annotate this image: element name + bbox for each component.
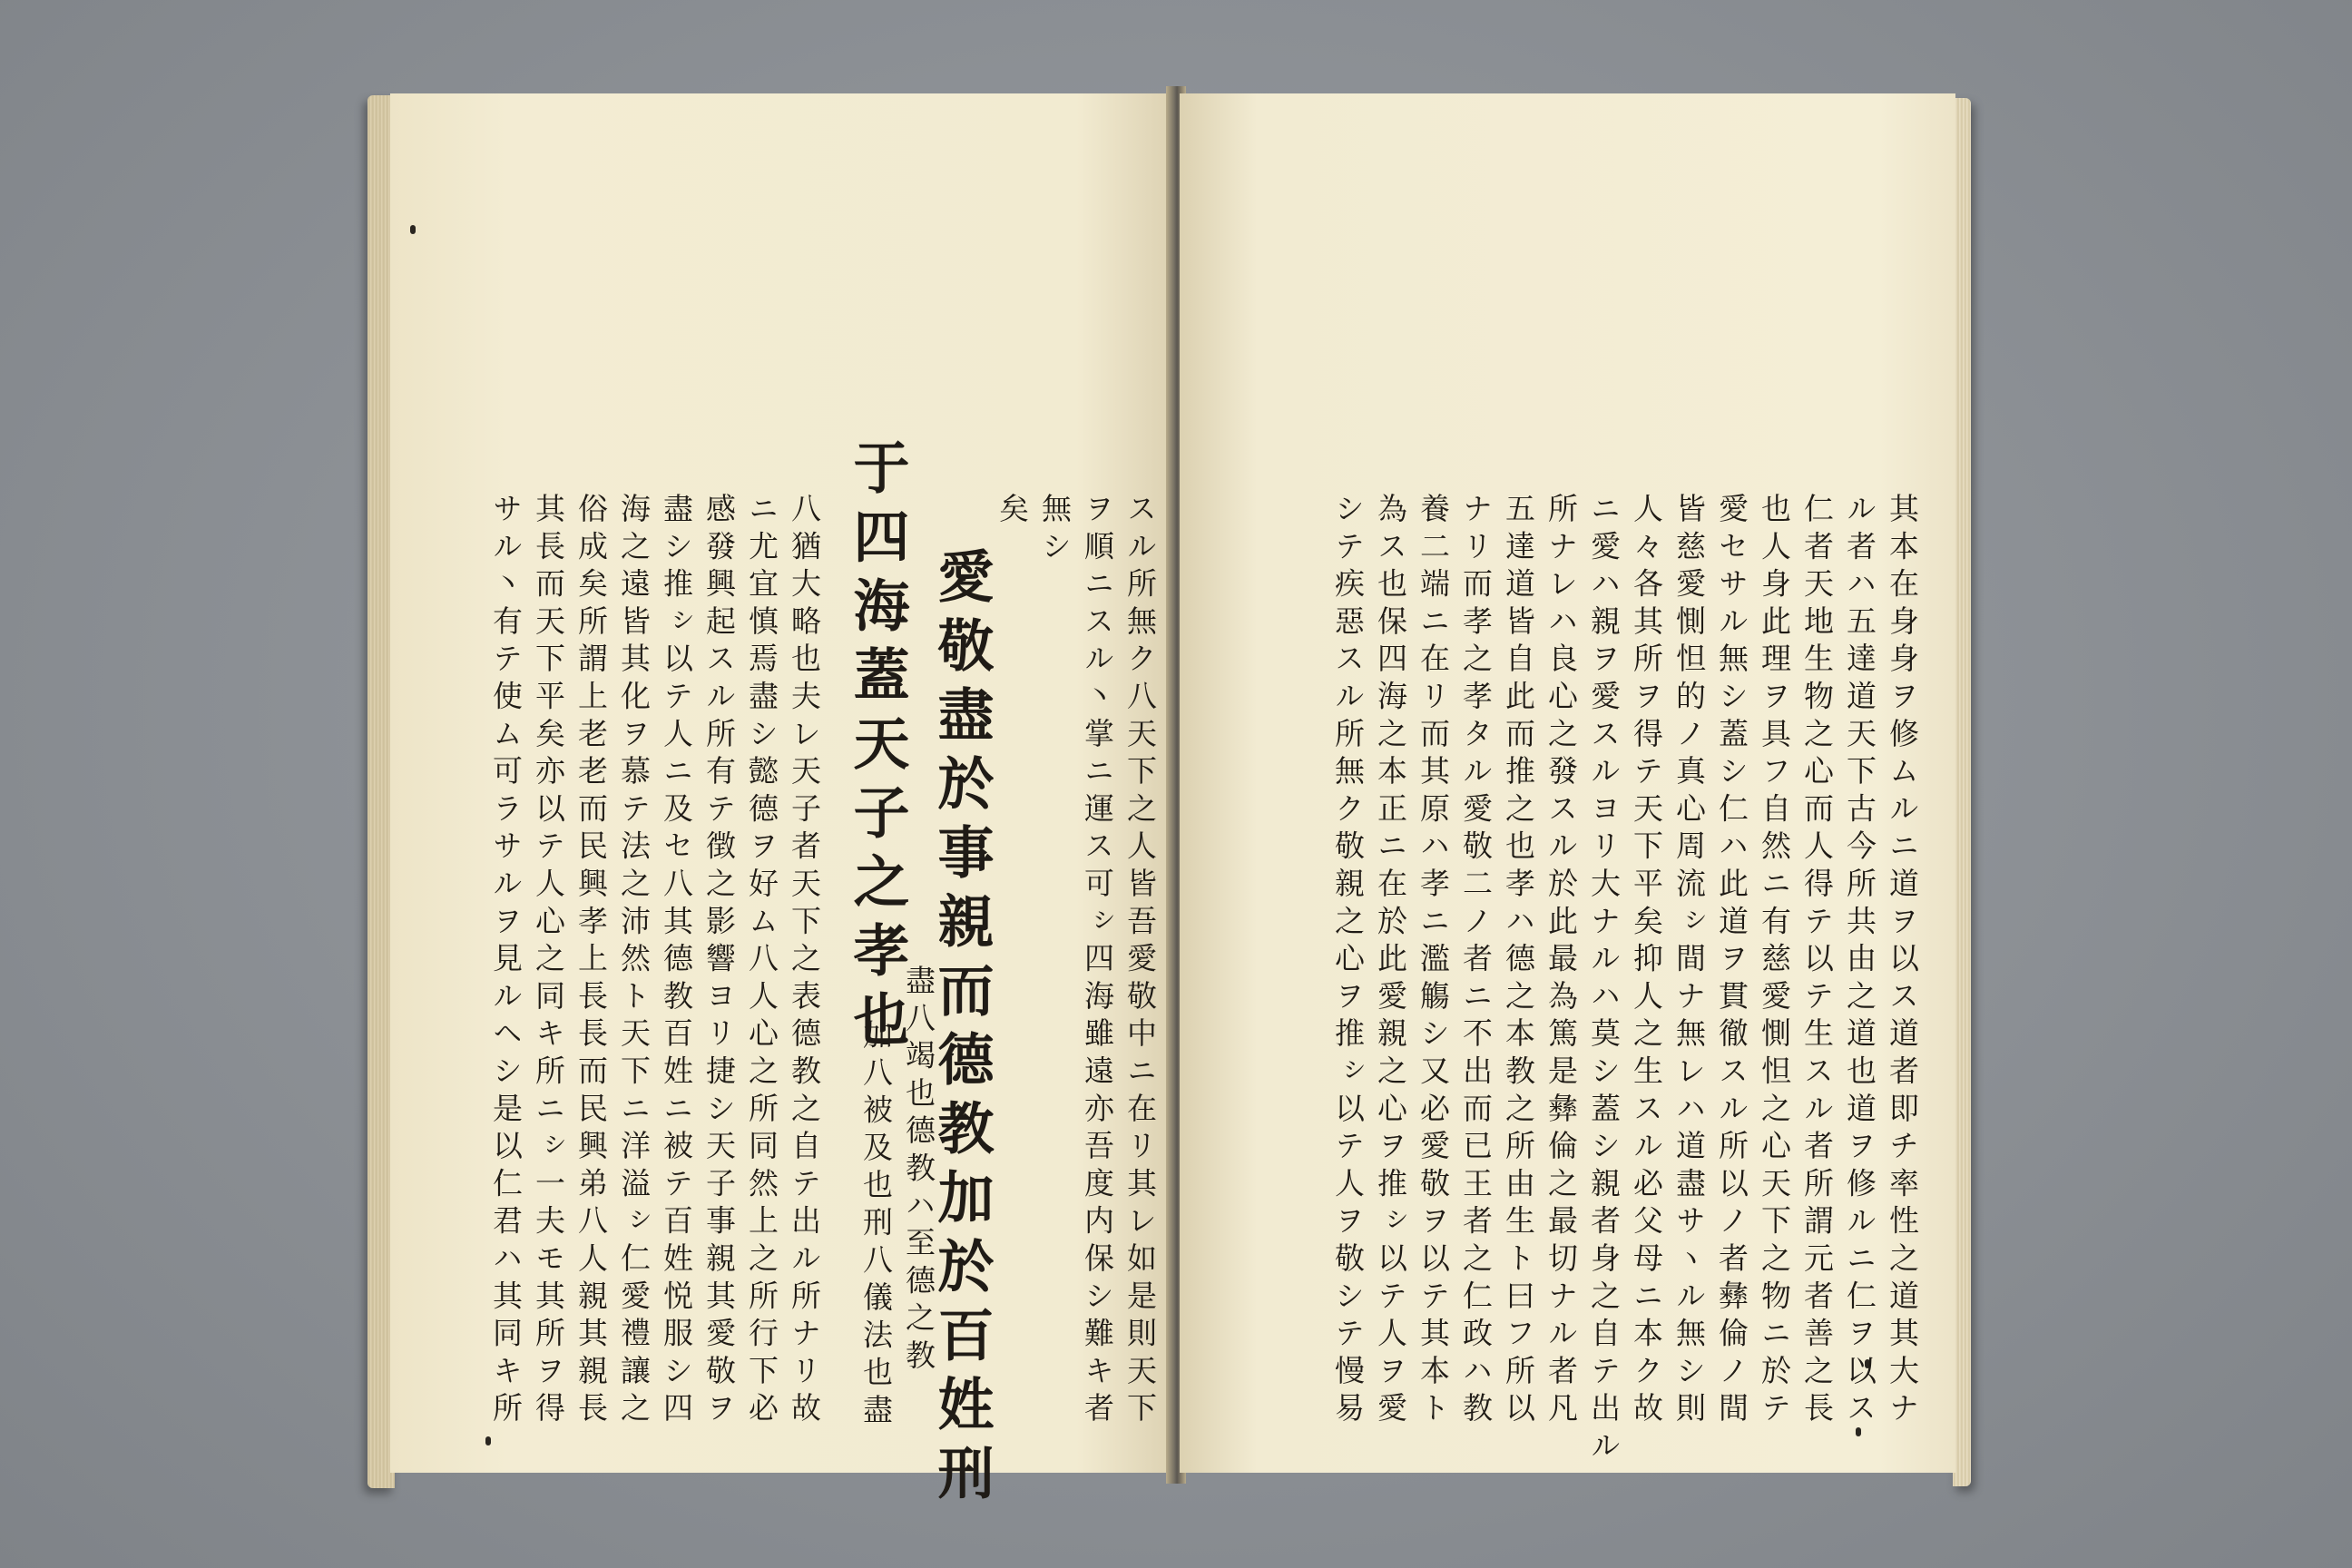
left-text-column-3: 無シ — [1037, 493, 1073, 568]
left-text-column-9: 海之遠皆其化ヲ慕テ法之沛然ト天下ニ洋溢ㇱ仁愛禮讓之 — [616, 493, 652, 1430]
margin-mark — [410, 225, 416, 234]
left-text-column-5: 八猶大略也夫レ天子者天下之表德教之自テ出ル所ナリ故 — [787, 493, 822, 1430]
left-page — [390, 93, 1171, 1513]
right-text-column-2: ル者ハ五達道天下古今所共由之道也道ヲ修ルニ仁ヲ以ス — [1842, 493, 1877, 1430]
right-text-column-11: ナリ而孝之孝タル愛敬二ノ者ニ不出而已王者之仁政ハ教 — [1458, 493, 1494, 1430]
left-text-column-4: 矣 — [995, 493, 1030, 531]
left-text-column-11: 其長而天下平矣亦以テ人心之同キ所ニㇱ一夫モ其所ヲ得 — [531, 493, 566, 1430]
right-text-column-7: 人々各其所ヲ得テ天下平矣抑人之生スル必父母ニ本ク故 — [1629, 493, 1664, 1430]
left-text-column-1: スル所無ク八天下之人皆吾愛敬中ニ在リ其レ如是則天下 — [1122, 493, 1158, 1430]
left-text-column-8: 盡シ推ㇱ以テ人ニ及セ八其德教百姓ニ被テ百姓悦服シ四 — [659, 493, 694, 1430]
right-text-column-3: 仁者天地生物之心而人得テ以テ生スル者所謂元者善之長 — [1799, 493, 1835, 1430]
left-text-column-6: ニ尤宜慎焉盡シ懿德ヲ好ム八人心之所同然上之所行下必 — [744, 493, 779, 1430]
left-annotation-column-2: 加八被及也刑八儀法也盡 — [858, 1019, 894, 1432]
left-annotation-column-1: 盡八竭也德教ハ至德之教 — [901, 965, 936, 1377]
right-text-column-5: 愛セサル無シ蓋シ仁ハ此道ヲ貫徹スル所以ノ者彝倫ノ間 — [1714, 493, 1749, 1430]
right-text-column-12: 養二端ニ在リ而其原ハ孝ニ濫觴シ又必愛敬ヲ以テ其本ト — [1416, 493, 1451, 1430]
left-heading-column-1: 愛敬盡於事親而德教加於百姓刑 — [928, 547, 995, 1513]
right-text-column-4: 也人身此理ヲ具フ自然ニ有慈愛惻怛之心天下之物ニ於テ — [1757, 493, 1792, 1430]
left-text-column-12: サル丶有テ使ム可ラサルヲ見ルヘシ是以仁君ハ其同キ所 — [488, 493, 524, 1430]
right-text-column-1: 其本在身身ヲ修ムルニ道ヲ以ス道者即チ率性之道其大ナ — [1885, 493, 1920, 1430]
left-text-column-7: 感發興起スル所有テ徴之影響ヨリ捷シ天子事親其愛敬ヲ — [701, 493, 737, 1430]
right-text-column-13: 為ス也保四海之本正ニ在於此愛親之心ヲ推ㇱ以テ人ヲ愛 — [1373, 493, 1408, 1430]
right-page — [1180, 93, 1955, 1473]
right-text-column-8: ニ愛ハ親ヲ愛スルヨリ大ナルハ莫シ蓋シ親者身之自テ出ル — [1586, 493, 1622, 1467]
right-text-column-10: 五達道皆自此而推之也孝ハ德之本教之所由生ト曰フ所以 — [1501, 493, 1536, 1430]
right-text-column-14: シテ疾惡スル所無ク敬親之心ヲ推ㇱ以テ人ヲ敬シテ慢易 — [1330, 493, 1366, 1430]
right-text-column-6: 皆慈愛惻怛的ノ真心周流ㇱ間ナ無レハ道盡サヽル無シ則 — [1671, 493, 1707, 1430]
right-text-column-9: 所ナレハ良心之發スル於此最為篤是彝倫之最切ナル者凡 — [1544, 493, 1579, 1430]
left-text-column-10: 俗成矣所謂上老老而民興孝上長長而民興弟八人親其親長 — [573, 493, 609, 1430]
right-page-edge — [1953, 98, 1971, 1486]
left-text-column-2: ヲ順ニスル丶掌ニ運ス可ㇱ四海雖遠亦吾度内保シ難キ者 — [1080, 493, 1115, 1430]
margin-mark — [485, 1436, 491, 1446]
left-heading-column-2: 于四海蓋天子之孝也 — [844, 438, 910, 1059]
